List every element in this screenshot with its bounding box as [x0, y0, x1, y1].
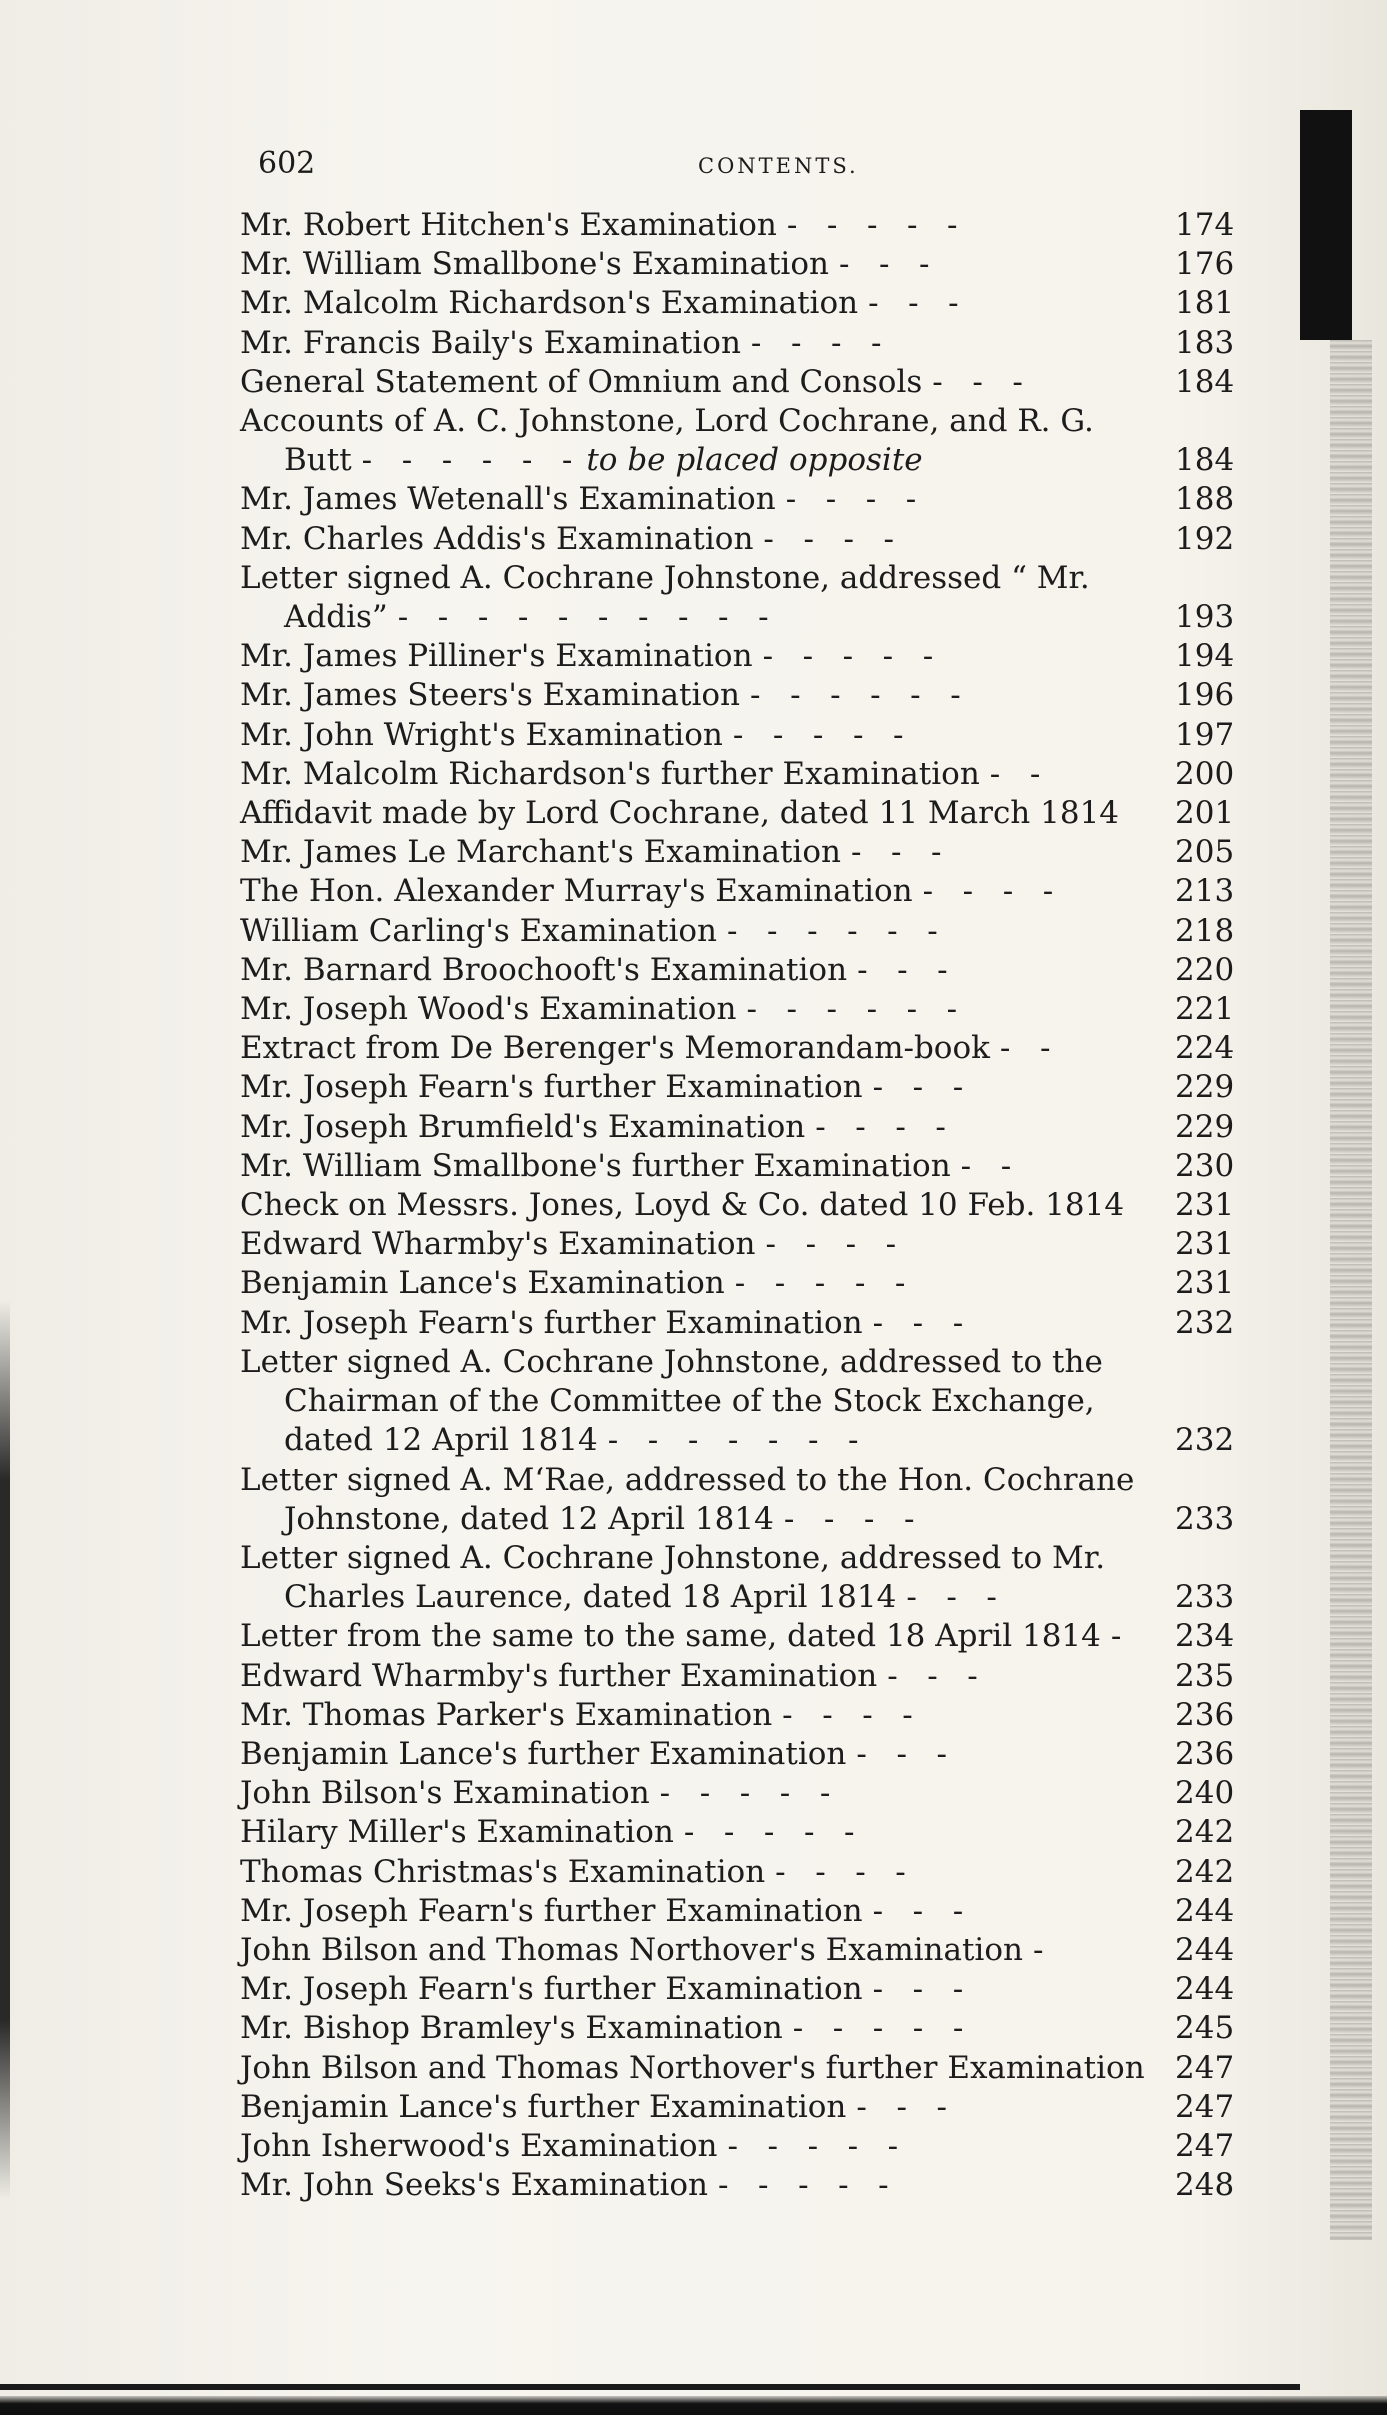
bottom-rule — [0, 2384, 1300, 2390]
contents-entry — [240, 990, 1240, 1029]
entry-page-number: 233 — [1175, 1579, 1235, 1616]
entry-title-text: Mr. James Wetenall's Examination — [240, 481, 776, 518]
entry-title — [240, 559, 1240, 598]
entry-page-number: 201 — [1175, 795, 1235, 832]
entry-title-text: Thomas Christmas's Examination — [240, 1853, 766, 1890]
entry-page-number: 181 — [1175, 285, 1235, 322]
contents-entry — [240, 245, 1240, 284]
entry-title — [240, 1343, 1240, 1382]
entry-title — [240, 2166, 1240, 2205]
contents-entry — [240, 1696, 1240, 1735]
dot-leaders: - - - — [857, 951, 948, 988]
entry-title — [240, 1931, 1240, 1970]
contents-entry — [240, 1539, 1240, 1617]
entry-title — [240, 1774, 1240, 1813]
entry-title — [240, 1696, 1240, 1735]
contents-entry — [240, 755, 1240, 794]
entry-page-number: 244 — [1175, 1892, 1235, 1929]
entry-title — [240, 284, 1240, 323]
entry-page-number: 194 — [1175, 638, 1235, 675]
entry-page-number: 205 — [1175, 834, 1235, 871]
entry-title-text: Mr. William Smallbone's Examination — [240, 246, 829, 283]
entry-title-continuation — [240, 441, 1240, 480]
entry-title — [240, 1186, 1240, 1225]
dot-leaders: - - - — [887, 1657, 978, 1694]
entry-title-text: Benjamin Lance's Examination — [240, 1265, 725, 1302]
dot-leaders: - - - - - - — [727, 912, 938, 949]
entry-title-text: Mr. Robert Hitchen's Examination — [240, 207, 777, 243]
contents-entry — [240, 1343, 1240, 1461]
entry-page-number: 184 — [1175, 363, 1235, 400]
contents-entry — [240, 676, 1240, 715]
entry-title — [240, 1304, 1240, 1343]
dot-leaders: - - - — [906, 1579, 997, 1616]
contents-entry — [240, 794, 1240, 833]
dot-leaders: - - - - — [763, 520, 895, 557]
entry-title-text: Benjamin Lance's further Examination — [240, 2088, 847, 2125]
dot-leaders: - - - — [838, 246, 930, 283]
entry-page-number: 174 — [1175, 207, 1235, 243]
entry-title — [240, 1068, 1240, 1107]
entry-title-text: Mr. Joseph Fearn's further Examination — [240, 1892, 863, 1929]
entry-title — [240, 402, 1240, 441]
entry-title-text: Letter signed A. Cochrane Johnstone, addressed to Mr. — [240, 1539, 1106, 1576]
contents-entry — [240, 2127, 1240, 2166]
entry-title — [240, 2127, 1240, 2166]
entry-title — [240, 480, 1240, 519]
contents-entry — [240, 363, 1240, 402]
entry-page-number: 224 — [1175, 1030, 1235, 1067]
entry-title-text: Mr. James Steers's Examination — [240, 677, 741, 714]
entry-title — [240, 1539, 1240, 1578]
dot-leaders: - - - - - — [683, 1814, 855, 1851]
entry-page-number: 235 — [1175, 1657, 1235, 1694]
dot-leaders: - - - — [856, 1735, 947, 1772]
entry-page-number: 220 — [1175, 951, 1235, 988]
dot-leaders: - - - — [872, 1304, 964, 1341]
entry-title — [240, 1970, 1240, 2009]
entry-title — [240, 1617, 1240, 1656]
contents-entry — [240, 951, 1240, 990]
entry-title-text: Check on Messrs. Jones, Loyd & Co. dated 10 Feb. 1814 — [240, 1187, 1125, 1224]
contents-entry — [240, 2049, 1240, 2088]
entry-page-number: 193 — [1175, 599, 1235, 636]
entry-title — [240, 755, 1240, 794]
contents-entry — [240, 206, 1240, 245]
entry-title-text: Letter signed A. Cochrane Johnstone, addressed to the — [240, 1343, 1103, 1380]
contents-entry — [240, 324, 1240, 363]
entry-title-continuation — [240, 1500, 1240, 1539]
entry-title-text: Butt — [284, 442, 352, 479]
entry-page-number: 240 — [1175, 1775, 1235, 1812]
dot-leaders: - - - — [872, 1069, 964, 1106]
page-header — [258, 146, 1208, 190]
entry-title-text: Mr. John Wright's Examination — [240, 716, 723, 753]
entry-note: to be placed opposite — [586, 442, 923, 479]
entry-title-text: John Bilson and Thomas Northover's further Examination — [240, 2049, 1145, 2086]
entry-title-text: Accounts of A. C. Johnstone, Lord Cochrane, and R. G. — [240, 403, 1094, 440]
dot-leaders: - - - - - - — [361, 442, 573, 479]
entry-title — [240, 872, 1240, 911]
entry-title-text: Addis” — [284, 599, 388, 636]
dot-leaders: - — [1110, 1618, 1122, 1655]
running-head: CONTENTS. — [698, 154, 859, 178]
entry-title — [240, 1461, 1240, 1500]
entry-title-text: Extract from De Berenger's Memorandam-book — [240, 1030, 990, 1067]
contents-entry — [240, 1147, 1240, 1186]
contents-entry — [240, 1813, 1240, 1852]
entry-title — [240, 676, 1240, 715]
entry-page-number: 230 — [1175, 1147, 1235, 1184]
contents-entry — [240, 1264, 1240, 1303]
scan-edge-speckle — [1330, 340, 1372, 2240]
entry-title-text: Chairman of the Committee of the Stock Exchange, — [284, 1383, 1095, 1420]
entry-title — [240, 324, 1240, 363]
entry-title — [240, 1853, 1240, 1892]
contents-entry — [240, 1657, 1240, 1696]
entry-title — [240, 912, 1240, 951]
page-number: 602 — [258, 146, 316, 181]
contents-entry — [240, 1304, 1240, 1343]
contents-entry — [240, 1931, 1240, 1970]
entry-title-text: Mr. Malcolm Richardson's Examination — [240, 285, 859, 322]
contents-entry — [240, 716, 1240, 755]
dot-leaders: - - - - — [782, 1696, 913, 1733]
entry-page-number: 184 — [1175, 442, 1235, 479]
entry-page-number: 242 — [1175, 1814, 1235, 1851]
entry-title-text: Letter signed A. M‘Rae, addressed to the Hon. Cochrane — [240, 1461, 1135, 1498]
dot-leaders: - - - - — [922, 873, 1054, 910]
contents-entry — [240, 559, 1240, 637]
entry-title-text: Mr. Joseph Fearn's further Examination — [240, 1069, 863, 1106]
entry-title — [240, 1147, 1240, 1186]
entry-title — [240, 716, 1240, 755]
dot-leaders: - - - - - - - — [607, 1422, 859, 1459]
entry-title-text: Benjamin Lance's further Examination — [240, 1735, 847, 1772]
contents-entry — [240, 1970, 1240, 2009]
entry-title-text: Mr. Thomas Parker's Examination — [240, 1696, 773, 1733]
scan-tab-artifact — [1300, 110, 1352, 340]
entry-title — [240, 2088, 1240, 2127]
contents-entry — [240, 402, 1240, 480]
dot-leaders: - — [1032, 1931, 1044, 1968]
entry-page-number: 244 — [1175, 1931, 1235, 1968]
entry-title — [240, 206, 1240, 245]
contents-entry — [240, 1225, 1240, 1264]
entry-page-number: 218 — [1175, 912, 1235, 949]
entry-title — [240, 1108, 1240, 1147]
entry-title — [240, 951, 1240, 990]
contents-entry — [240, 637, 1240, 676]
contents-entry — [240, 2088, 1240, 2127]
dot-leaders: - - - — [868, 285, 959, 322]
entry-page-number: 229 — [1175, 1069, 1235, 1106]
contents-entry — [240, 1461, 1240, 1539]
dot-leaders: - - - - — [750, 324, 882, 361]
entry-page-number: 244 — [1175, 1971, 1235, 2008]
entry-title-text: Mr. Francis Baily's Examination — [240, 324, 741, 361]
entry-title-text: The Hon. Alexander Murray's Examination — [240, 873, 913, 910]
entry-title-text: Mr. Joseph Fearn's further Examination — [240, 1971, 863, 2008]
dot-leaders: - - - - - — [792, 2010, 964, 2047]
contents-entry — [240, 1068, 1240, 1107]
entry-title-continuation — [240, 1382, 1240, 1421]
dot-leaders: - - - - - — [786, 207, 958, 243]
entry-title — [240, 833, 1240, 872]
entry-title-continuation — [240, 1421, 1240, 1460]
entry-title-text: Mr. William Smallbone's further Examination — [240, 1147, 951, 1184]
dot-leaders: - - - - - — [732, 716, 904, 753]
dot-leaders: - - - — [872, 1892, 964, 1929]
entry-title-text: General Statement of Omnium and Consols — [240, 363, 923, 400]
contents-entry — [240, 480, 1240, 519]
contents-entry — [240, 1029, 1240, 1068]
entry-title — [240, 794, 1240, 833]
contents-entry — [240, 1853, 1240, 1892]
dot-leaders: - - — [960, 1147, 1012, 1184]
entry-title-text: Mr. James Le Marchant's Examination — [240, 834, 841, 871]
entry-page-number: 200 — [1175, 755, 1235, 792]
contents-entry — [240, 1735, 1240, 1774]
entry-title-text: Mr. Charles Addis's Examination — [240, 520, 754, 557]
dot-leaders: - - - - - — [762, 638, 934, 675]
entry-page-number: 236 — [1175, 1696, 1235, 1733]
binding-shadow — [0, 1300, 10, 2200]
entry-page-number: 197 — [1175, 716, 1235, 753]
entry-page-number: 231 — [1175, 1265, 1235, 1302]
dot-leaders: - - - - — [765, 1226, 897, 1263]
entry-page-number: 248 — [1175, 2167, 1235, 2204]
contents-entry — [240, 912, 1240, 951]
entry-page-number: 247 — [1175, 2049, 1235, 2086]
entry-page-number: 176 — [1175, 246, 1235, 283]
contents-entry — [240, 833, 1240, 872]
entry-page-number: 196 — [1175, 677, 1235, 714]
contents-entry — [240, 1186, 1240, 1225]
entry-page-number: 247 — [1175, 2127, 1235, 2164]
entry-title-text: Edward Wharmby's Examination — [240, 1226, 756, 1263]
entry-page-number: 233 — [1175, 1500, 1235, 1537]
entry-title — [240, 637, 1240, 676]
entry-page-number: 234 — [1175, 1618, 1235, 1655]
entry-title-text: Johnstone, dated 12 April 1814 — [284, 1500, 774, 1537]
entry-title — [240, 1264, 1240, 1303]
dot-leaders: - - - — [856, 2088, 947, 2125]
dot-leaders: - - - — [932, 363, 1023, 400]
entry-title-continuation — [240, 598, 1240, 637]
scan-bottom-edge — [0, 2396, 1387, 2415]
contents-entry — [240, 872, 1240, 911]
entry-page-number: 245 — [1175, 2010, 1235, 2047]
dot-leaders: - - - - - — [659, 1775, 831, 1812]
entry-page-number: 221 — [1175, 991, 1235, 1028]
entry-title-text: Mr. Barnard Broochooft's Examination — [240, 951, 848, 988]
dot-leaders: - - - - — [815, 1108, 946, 1145]
entry-page-number: 236 — [1175, 1735, 1235, 1772]
contents-entry — [240, 2009, 1240, 2048]
dot-leaders: - - - - - — [727, 2127, 899, 2164]
entry-title — [240, 1813, 1240, 1852]
entry-title-text: Hilary Miller's Examination — [240, 1814, 674, 1851]
entry-title-text: Mr. Joseph Brumfield's Examination — [240, 1108, 806, 1145]
dot-leaders: - - — [999, 1030, 1051, 1067]
dot-leaders: - - - — [872, 1971, 964, 2008]
entry-page-number: 242 — [1175, 1853, 1235, 1890]
entry-title — [240, 1225, 1240, 1264]
entry-title — [240, 1029, 1240, 1068]
entry-title-text: John Bilson and Thomas Northover's Examination — [240, 1931, 1023, 1968]
entry-page-number: 188 — [1175, 481, 1235, 518]
entry-title — [240, 1735, 1240, 1774]
contents-entry — [240, 284, 1240, 323]
entry-page-number: 231 — [1175, 1187, 1235, 1224]
entry-title-text: John Bilson's Examination — [240, 1775, 650, 1812]
contents-entry — [240, 1774, 1240, 1813]
dot-leaders: - - - - - - — [750, 677, 961, 714]
dot-leaders: - - - - — [783, 1500, 915, 1537]
dot-leaders: - - - — [850, 834, 942, 871]
entry-page-number: 229 — [1175, 1108, 1235, 1145]
entry-title-text: Edward Wharmby's further Examination — [240, 1657, 878, 1694]
entry-title — [240, 1657, 1240, 1696]
contents-list — [240, 206, 1240, 2205]
entry-title-text: dated 12 April 1814 — [284, 1422, 598, 1459]
dot-leaders: - - - - - — [718, 2167, 889, 2204]
entry-title — [240, 2009, 1240, 2048]
entry-title-text: Mr. Malcolm Richardson's further Examination — [240, 755, 980, 792]
entry-page-number: 231 — [1175, 1226, 1235, 1263]
entry-title — [240, 520, 1240, 559]
contents-entry — [240, 1617, 1240, 1656]
contents-entry — [240, 1108, 1240, 1147]
entry-title-text: Letter from the same to the same, dated 18 April 1814 — [240, 1618, 1101, 1655]
entry-title-continuation — [240, 1578, 1240, 1617]
dot-leaders: - - — [989, 755, 1041, 792]
contents-entry — [240, 1892, 1240, 1931]
entry-page-number: 213 — [1175, 873, 1235, 910]
entry-page-number: 183 — [1175, 324, 1235, 361]
entry-page-number: 232 — [1175, 1422, 1235, 1459]
entry-title — [240, 990, 1240, 1029]
entry-title — [240, 1892, 1240, 1931]
entry-page-number: 247 — [1175, 2088, 1235, 2125]
entry-title-text: Letter signed A. Cochrane Johnstone, addressed “ Mr. — [240, 559, 1090, 596]
entry-page-number: 232 — [1175, 1304, 1235, 1341]
dot-leaders: - - - - - - - - - - — [397, 599, 769, 636]
entry-title-text: Mr. James Pilliner's Examination — [240, 638, 753, 675]
dot-leaders: - - - - — [785, 481, 917, 518]
dot-leaders: - - - - - — [734, 1265, 906, 1302]
entry-title-text: Charles Laurence, dated 18 April 1814 — [284, 1579, 897, 1616]
entry-title-text: William Carling's Examination — [240, 912, 718, 949]
entry-title-text: Affidavit made by Lord Cochrane, dated 11 March 1814 — [240, 795, 1120, 832]
entry-title-text: John Isherwood's Examination — [240, 2127, 718, 2164]
contents-entry — [240, 2166, 1240, 2205]
dot-leaders: - - - - — [775, 1853, 906, 1890]
entry-title — [240, 363, 1240, 402]
contents-entry — [240, 520, 1240, 559]
entry-title — [240, 2049, 1240, 2088]
entry-title-text: Mr. Joseph Fearn's further Examination — [240, 1304, 863, 1341]
entry-page-number: 192 — [1175, 520, 1235, 557]
entry-title-text: Mr. Joseph Wood's Examination — [240, 991, 737, 1028]
entry-title-text: Mr. Bishop Bramley's Examination — [240, 2010, 783, 2047]
entry-title — [240, 245, 1240, 284]
entry-title-text: Mr. John Seeks's Examination — [240, 2167, 708, 2204]
dot-leaders: - - - - - - — [746, 991, 958, 1028]
